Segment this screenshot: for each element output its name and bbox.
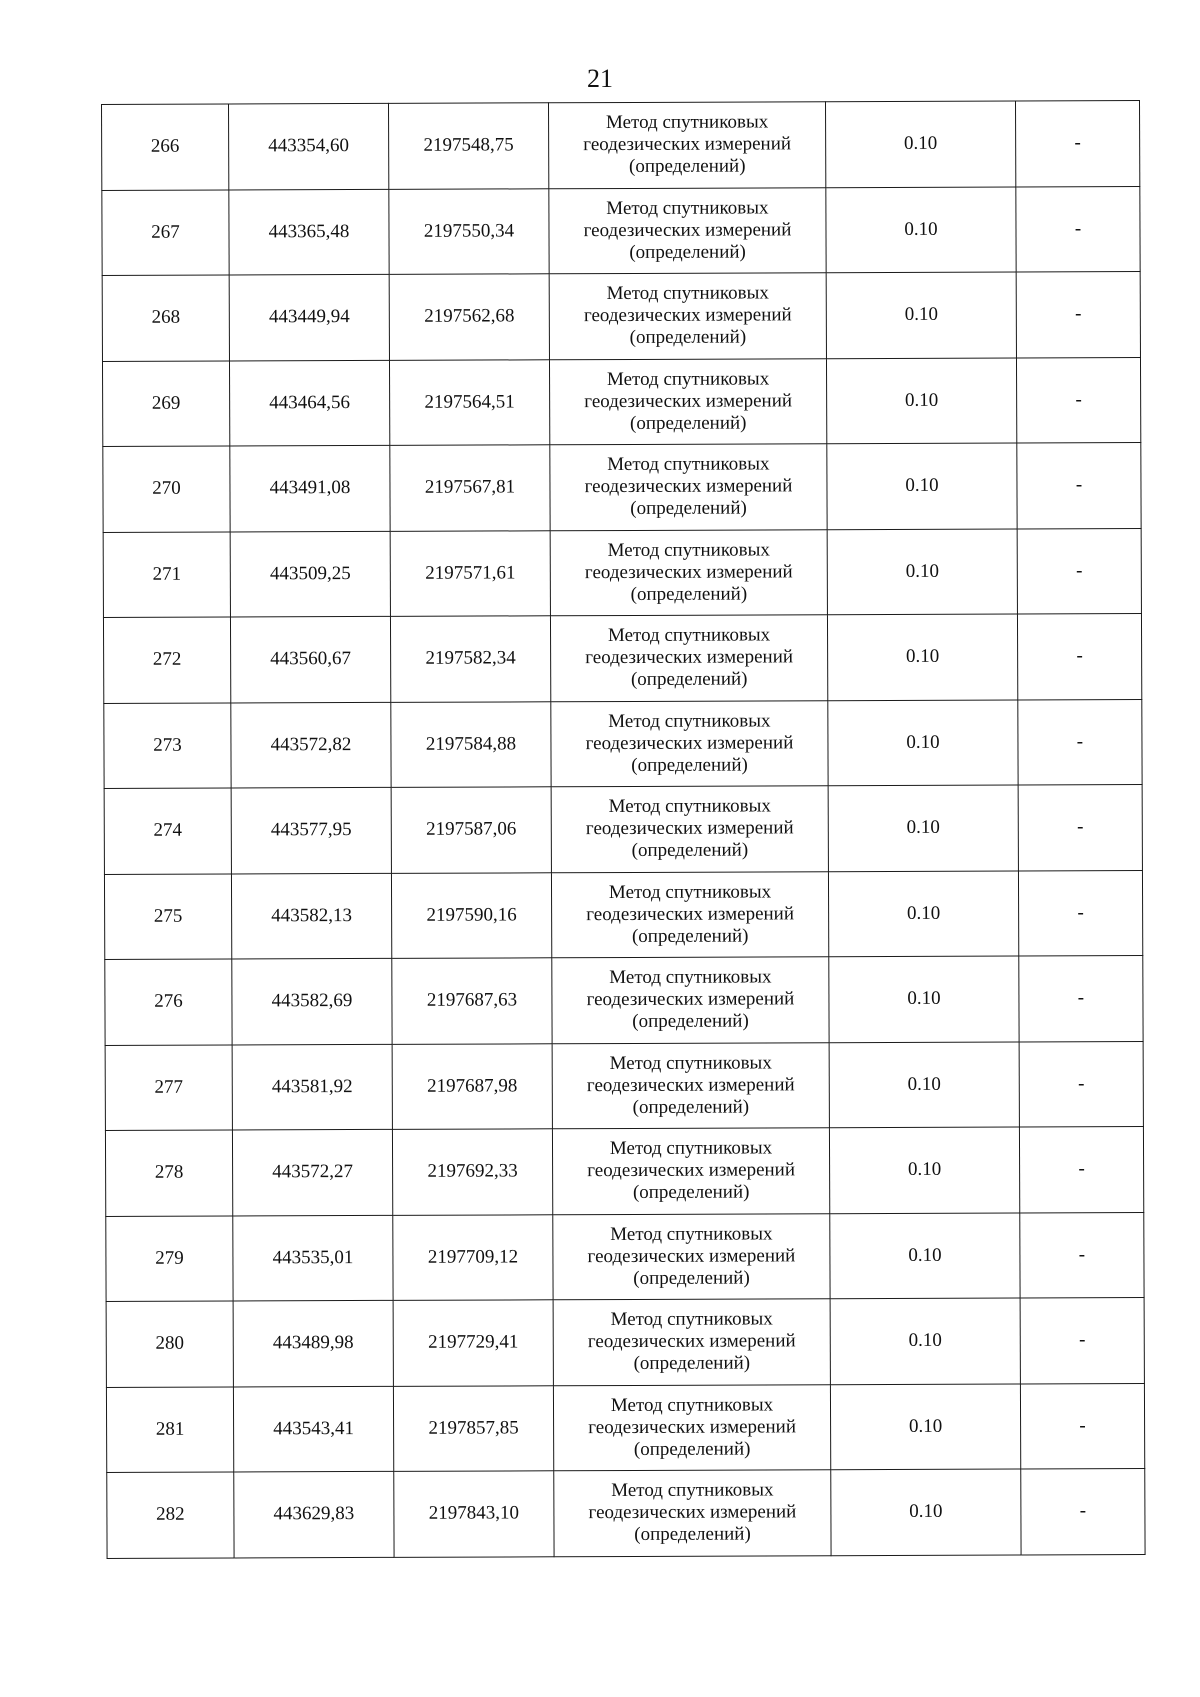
- method-line: (определений): [634, 1523, 751, 1546]
- note-cell: -: [1018, 699, 1142, 785]
- y-coordinate-cell: 2197571,61: [390, 530, 550, 616]
- method-line: (определений): [629, 412, 747, 434]
- accuracy-cell: 0.10: [831, 1469, 1021, 1555]
- x-coordinate-cell: 443629,83: [234, 1471, 394, 1557]
- method-line: Метод спутниковых: [611, 1479, 774, 1502]
- point-number-cell: 266: [102, 104, 229, 190]
- method-line: геодезических измерений: [587, 1245, 796, 1267]
- point-number-cell: 275: [104, 874, 231, 960]
- note-cell: -: [1017, 443, 1141, 529]
- method-line: Метод спутниковых: [608, 881, 772, 903]
- x-coordinate-cell: 443581,92: [232, 1044, 392, 1130]
- method-line: геодезических измерений: [584, 561, 793, 583]
- method-cell: [550, 529, 827, 616]
- method-cell: [549, 358, 826, 445]
- method-cell: [550, 615, 827, 702]
- note-cell: -: [1018, 785, 1142, 871]
- method-line: геодезических измерений: [588, 1416, 797, 1438]
- point-number-cell: 267: [102, 190, 229, 276]
- method-line: Метод спутниковых: [609, 1052, 772, 1074]
- method-line: Метод спутниковых: [610, 1308, 773, 1331]
- note-cell: -: [1018, 870, 1142, 956]
- point-number-cell: 271: [103, 532, 230, 618]
- method-line: Метод спутниковых: [607, 624, 771, 647]
- table-row: [105, 1127, 1143, 1216]
- method-cell: [552, 1128, 829, 1215]
- method-line: (определений): [630, 497, 747, 520]
- y-coordinate-cell: 2197550,34: [389, 188, 549, 274]
- method-line: геодезических измерений: [583, 304, 792, 327]
- accuracy-cell: 0.10: [830, 1212, 1020, 1298]
- method-line: Метод спутниковых: [610, 1223, 773, 1245]
- accuracy-cell: 0.10: [826, 186, 1016, 272]
- method-cell: [552, 1042, 829, 1129]
- method-cell: [551, 786, 828, 873]
- method-cell: [551, 871, 828, 958]
- x-coordinate-cell: 443354,60: [229, 103, 389, 189]
- accuracy-cell: 0.10: [826, 272, 1016, 358]
- method-line: геодезических измерений: [583, 133, 792, 156]
- method-cell: [553, 1213, 830, 1300]
- note-cell: -: [1016, 186, 1140, 272]
- point-number-cell: 274: [104, 788, 231, 874]
- x-coordinate-cell: 443572,82: [231, 702, 391, 788]
- method-line: (определений): [629, 241, 746, 263]
- table-row: [102, 272, 1140, 361]
- method-cell: [550, 444, 827, 531]
- accuracy-cell: 0.10: [828, 785, 1018, 871]
- y-coordinate-cell: 2197567,81: [390, 445, 550, 531]
- method-line: (определений): [629, 326, 747, 349]
- x-coordinate-cell: 443543,41: [233, 1386, 393, 1472]
- method-line: Метод спутниковых: [609, 966, 772, 989]
- method-cell: [553, 1299, 830, 1386]
- method-line: (определений): [632, 1010, 749, 1033]
- table-row: [103, 443, 1141, 532]
- note-cell: -: [1020, 1383, 1144, 1469]
- method-line: (определений): [632, 1096, 750, 1118]
- accuracy-cell: 0.10: [829, 1127, 1019, 1213]
- table-row: [106, 1383, 1144, 1472]
- y-coordinate-cell: 2197564,51: [389, 359, 549, 445]
- point-number-cell: 277: [105, 1045, 232, 1131]
- point-number-cell: 268: [102, 275, 229, 361]
- method-line: геодезических измерений: [588, 1501, 797, 1524]
- accuracy-cell: 0.10: [827, 614, 1017, 700]
- method-line: геодезических измерений: [586, 903, 795, 925]
- table-row: [102, 357, 1140, 446]
- note-cell: -: [1016, 357, 1140, 443]
- method-line: Метод спутниковых: [606, 197, 769, 219]
- y-coordinate-cell: 2197587,06: [391, 787, 551, 873]
- method-line: Метод спутниковых: [606, 282, 769, 305]
- method-cell: [554, 1470, 831, 1557]
- method-cell: [552, 957, 829, 1044]
- table-row: [106, 1298, 1144, 1387]
- y-coordinate-cell: 2197687,63: [392, 958, 552, 1044]
- page-number: 21: [587, 64, 613, 93]
- method-cell: [548, 102, 825, 189]
- method-line: геодезических измерений: [587, 1159, 796, 1182]
- accuracy-cell: 0.10: [829, 956, 1019, 1042]
- note-cell: -: [1019, 956, 1143, 1042]
- x-coordinate-cell: 443582,69: [232, 958, 392, 1044]
- method-line: геодезических измерений: [585, 646, 794, 669]
- method-line: Метод спутниковых: [610, 1394, 774, 1416]
- y-coordinate-cell: 2197687,98: [392, 1043, 552, 1129]
- point-number-cell: 270: [103, 446, 230, 532]
- method-line: (определений): [628, 155, 746, 178]
- x-coordinate-cell: 443449,94: [229, 274, 389, 360]
- x-coordinate-cell: 443582,13: [231, 873, 391, 959]
- point-number-cell: 279: [106, 1216, 233, 1302]
- y-coordinate-cell: 2197590,16: [391, 872, 551, 958]
- method-line: (определений): [633, 1267, 750, 1289]
- x-coordinate-cell: 443572,27: [232, 1129, 392, 1215]
- table-row: [104, 870, 1142, 959]
- accuracy-cell: 0.10: [827, 528, 1017, 614]
- table-row: [104, 699, 1142, 788]
- point-number-cell: 269: [102, 361, 229, 447]
- method-cell: [551, 700, 828, 787]
- y-coordinate-cell: 2197582,34: [390, 616, 550, 702]
- y-coordinate-cell: 2197548,75: [388, 103, 548, 189]
- accuracy-cell: 0.10: [830, 1298, 1020, 1384]
- point-number-cell: 272: [103, 617, 230, 703]
- method-line: геодезических измерений: [584, 475, 793, 498]
- method-line: геодезических измерений: [583, 219, 792, 241]
- note-cell: -: [1021, 1469, 1145, 1555]
- method-line: (определений): [633, 1352, 751, 1375]
- y-coordinate-cell: 2197857,85: [393, 1385, 553, 1471]
- point-number-cell: 282: [107, 1472, 234, 1558]
- x-coordinate-cell: 443535,01: [233, 1215, 393, 1301]
- accuracy-cell: 0.10: [828, 699, 1018, 785]
- x-coordinate-cell: 443560,67: [230, 616, 390, 702]
- note-cell: -: [1016, 272, 1140, 358]
- method-line: Метод спутниковых: [607, 453, 770, 476]
- method-line: Метод спутниковых: [607, 539, 770, 561]
- coordinates-table-body: [102, 101, 1146, 1558]
- method-cell: [549, 273, 826, 360]
- method-line: Метод спутниковых: [608, 710, 771, 732]
- method-line: Метод спутниковых: [608, 795, 771, 818]
- table-row: [103, 614, 1141, 703]
- method-line: (определений): [631, 839, 749, 862]
- x-coordinate-cell: 443489,98: [233, 1300, 393, 1386]
- point-number-cell: 273: [104, 703, 231, 789]
- note-cell: -: [1019, 1127, 1143, 1213]
- table-row: [102, 186, 1140, 275]
- method-line: (определений): [631, 925, 749, 947]
- table-row: [104, 785, 1142, 874]
- x-coordinate-cell: 443509,25: [230, 531, 390, 617]
- y-coordinate-cell: 2197562,68: [389, 274, 549, 360]
- x-coordinate-cell: 443577,95: [231, 787, 391, 873]
- method-line: (определений): [630, 668, 748, 691]
- method-cell: [549, 187, 826, 274]
- y-coordinate-cell: 2197709,12: [393, 1214, 553, 1300]
- method-line: геодезических измерений: [585, 732, 794, 754]
- accuracy-cell: 0.10: [828, 870, 1018, 956]
- note-cell: -: [1020, 1298, 1144, 1384]
- y-coordinate-cell: 2197584,88: [391, 701, 551, 787]
- table-row: [105, 1041, 1143, 1130]
- point-number-cell: 281: [106, 1387, 233, 1473]
- x-coordinate-cell: 443491,08: [230, 445, 390, 531]
- table-row: [103, 528, 1141, 617]
- method-line: геодезических измерений: [584, 390, 793, 412]
- accuracy-cell: 0.10: [825, 101, 1015, 187]
- table-row: [105, 956, 1143, 1045]
- method-line: (определений): [633, 1438, 751, 1460]
- x-coordinate-cell: 443365,48: [229, 189, 389, 275]
- method-line: геодезических измерений: [585, 817, 794, 840]
- accuracy-cell: 0.10: [827, 443, 1017, 529]
- note-cell: -: [1020, 1212, 1144, 1298]
- method-line: геодезических измерений: [586, 1074, 795, 1096]
- method-line: (определений): [632, 1181, 750, 1204]
- method-line: геодезических измерений: [586, 988, 795, 1011]
- coordinates-table: [101, 100, 1146, 1558]
- method-line: Метод спутниковых: [605, 111, 769, 134]
- note-cell: -: [1015, 101, 1139, 187]
- note-cell: -: [1019, 1041, 1143, 1127]
- point-number-cell: 276: [105, 959, 232, 1045]
- y-coordinate-cell: 2197843,10: [394, 1471, 554, 1557]
- accuracy-cell: 0.10: [830, 1383, 1020, 1469]
- method-line: Метод спутниковых: [609, 1137, 773, 1160]
- method-line: Метод спутниковых: [606, 368, 770, 390]
- point-number-cell: 280: [106, 1301, 233, 1387]
- accuracy-cell: 0.10: [829, 1041, 1019, 1127]
- note-cell: -: [1017, 528, 1141, 614]
- method-line: (определений): [630, 583, 748, 605]
- table-row: [102, 101, 1140, 190]
- table-row: [106, 1212, 1144, 1301]
- note-cell: -: [1017, 614, 1141, 700]
- method-cell: [553, 1384, 830, 1471]
- x-coordinate-cell: 443464,56: [229, 360, 389, 446]
- accuracy-cell: 0.10: [826, 357, 1016, 443]
- point-number-cell: 278: [105, 1130, 232, 1216]
- y-coordinate-cell: 2197692,33: [392, 1129, 552, 1215]
- method-line: (определений): [631, 754, 748, 776]
- y-coordinate-cell: 2197729,41: [393, 1300, 553, 1386]
- method-line: геодезических измерений: [587, 1330, 796, 1353]
- table-row: [107, 1469, 1145, 1558]
